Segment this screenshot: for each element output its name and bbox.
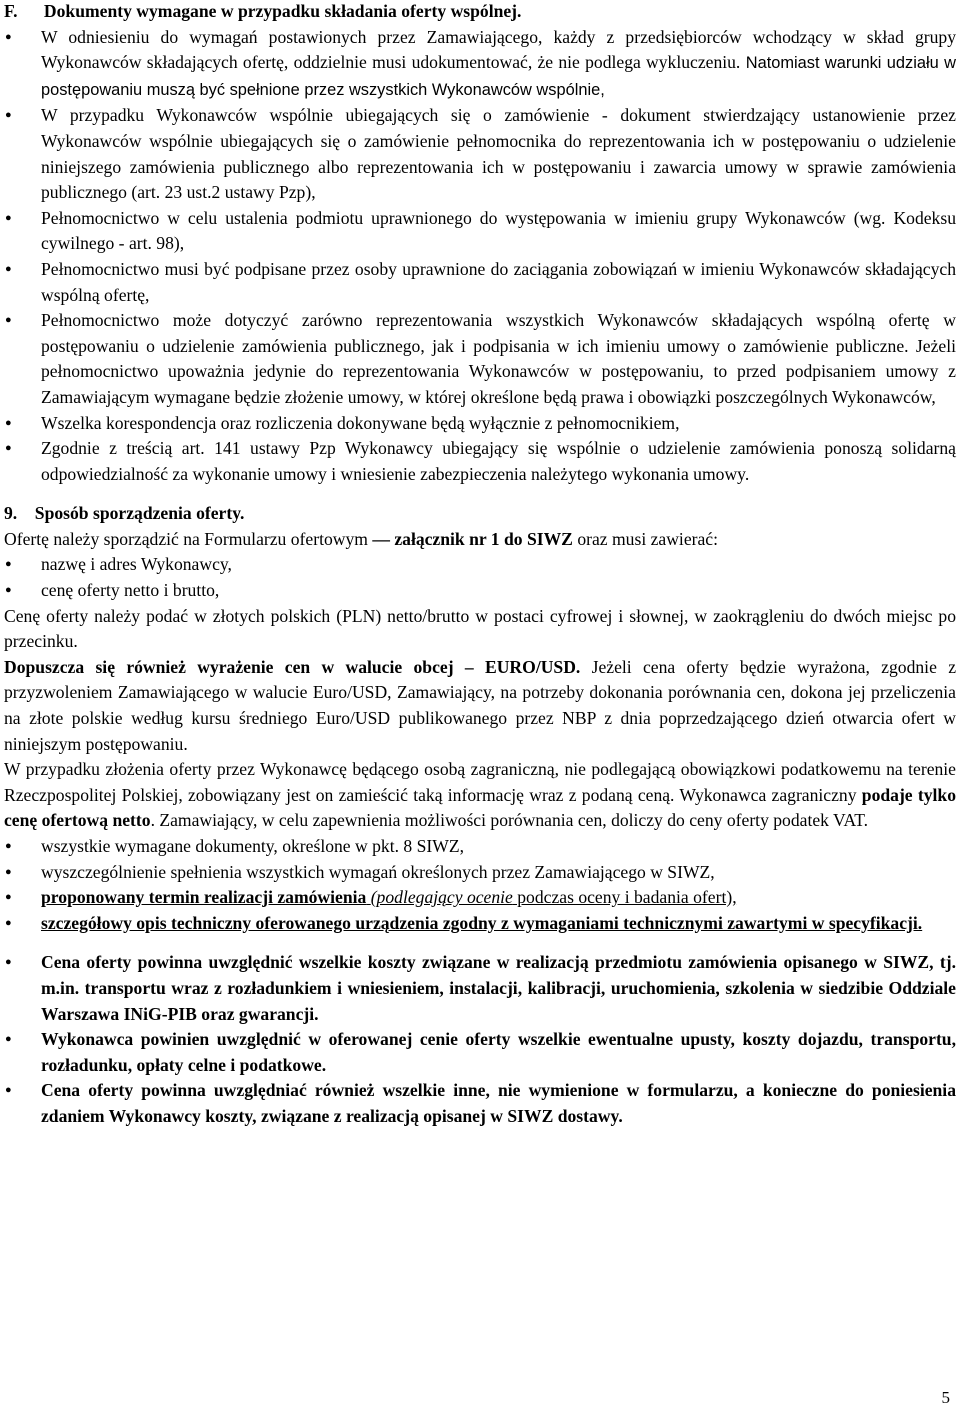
list-item: ● Pełnomocnictwo może dotyczyć zarówno reprezentowania wszystkich Wykonawców składających wspólną ofertę w postępowaniu o udzielenie zamówienia publicznego, jak i podpisania w ich imieniu umowy o zamówienie publiczne. Jeżeli pełnomocnictwo upoważnia jedynie do reprezentowania Wykonawców w postępowaniu, to przed podpisaniem umowy z Zamawiającym wymagane będzie złożenie umowy, w której określone będą prawa i obowiązki poszczególnych Wykonawców, (4, 308, 956, 410)
list-item (4, 25, 956, 104)
offer-contents-list (4, 552, 956, 603)
page-number: 5 (941, 1388, 950, 1407)
document-page (4, 0, 956, 1130)
list-item-text: W odniesieniu do wymagań postawionych przez Zamawiającego, każdy z przedsiębiorców wchodzący w skład grupy Wykonawców składających ofertę, oddzielnie musi udokumentować, że nie podlega wykluczeniu. (41, 26, 956, 73)
term-text: podczas oceny i badania ofert), (512, 887, 737, 908)
offer-requirements-list (4, 834, 956, 936)
list-item: ● Zgodnie z treścią art. 141 ustawy Pzp Wykonawcy ubiegający się wspólnie o udzielenie zamówienia ponoszą solidarną odpowiedzialność za wykonanie umowy i wniesienie zabezpieczenia należytego wykonania umowy. (4, 436, 956, 487)
foreign-contractor-paragraph (4, 757, 956, 834)
currency-paragraph (4, 655, 956, 757)
list-item: ● Pełnomocnictwo musi być podpisane przez osoby uprawnione do zaciągania zobowiązań w imieniu Wykonawców składających wspólną ofertę, (4, 257, 956, 308)
list-item: ● Cena oferty powinna uwzględnić wszelkie koszty związane w realizacją przedmiotu zamówienia opisanego w SIWZ, tj. m.in. transportu wraz z rozładunkiem i wniesieniem, instalacji, kalibracji, uruchomienia, szkolenia w siedzibie Oddziale Warszawa INiG-PIB oraz gwarancji. (4, 950, 956, 1027)
list-item: ● szczegółowy opis techniczny oferowanego urządzenia zgodny z wymaganiami technicznymi zawartymi w specyfikacji. (4, 911, 956, 937)
list-item: ● nazwę i adres Wykonawcy, (4, 552, 956, 578)
term-bold-text: proponowany termin realizacji zamówienia (41, 887, 367, 908)
section-f-list (4, 25, 956, 488)
list-item: ● Wszelka korespondencja oraz rozliczenia dokonywane będą wyłącznie z pełnomocnikiem, (4, 411, 956, 437)
currency-text: Jeżeli cena oferty będzie wyrażona, zgodnie z przyzwoleniem Zamawiającego w walucie Euro/USD, Zamawiający, na potrzeby dokonania porównania cen, dokona jej przeliczenia na złote polskie według kursu średniego Euro/USD publikowanego przez NBP z dnia poprzedzającego dzień otwarcia ofert w niniejszym postępowaniu. (4, 656, 957, 754)
list-item: ● W przypadku Wykonawców wspólnie ubiegających się o zamówienie - dokument stwierdzający ustanowienie przez Wykonawców wspólnie ubiegających się o zamówienie pełnomocnika do reprezentowania ich w postępowaniu o udzielenie niniejszego zamówienia publicznego albo reprezentowania ich w postępowaniu i zawarcia umowy w sprawie zamówienia publicznego (art. 23 ust.2 ustawy Pzp), (4, 103, 956, 205)
list-item: ● wszystkie wymagane dokumenty, określone w pkt. 8 SIWZ, (4, 834, 956, 860)
list-item-text: Natomiast warunki udziału w postępowaniu muszą być spełnione przez wszystkich Wykonawców wspólnie, (41, 54, 956, 99)
offer-intro-text: oraz musi zawierać: (572, 528, 718, 549)
list-item: ● wyszczególnienie spełnienia wszystkich wymagań określonych przez Zamawiającego w SIWZ, (4, 860, 956, 886)
net-price-bold-text: podaje tylko cenę ofertową netto (4, 784, 956, 831)
currency-bold-text: Dopuszcza się również wyrażenie cen w walucie obcej – EURO/USD. (4, 656, 581, 677)
attachment-reference: — załącznik nr 1 do SIWZ (372, 528, 573, 549)
term-italic-text: (podlegający ocenie (370, 887, 513, 908)
spacer (4, 936, 956, 950)
foreign-text: W przypadku złożenia oferty przez Wykonawcę będącego osobą zagraniczną, nie podlegającą obowiązkowi podatkowemu na terenie Rzeczpospolitej Polskiej, zobowiązany jest on zamieścić taką informację wraz z podaną ceną. Wykonawca zagraniczny (4, 759, 956, 805)
list-item: ● cenę oferty netto i brutto, (4, 578, 956, 604)
section-f-heading: F. Dokumenty wymagane w przypadku składania oferty wspólnej. (4, 1, 522, 21)
cost-notes-list (4, 950, 956, 1129)
list-item: ● Pełnomocnictwo w celu ustalenia podmiotu uprawnionego do występowania w imieniu grupy Wykonawców (wg. Kodeksu cywilnego - art. 98), (4, 206, 956, 257)
foreign-text: . Zamawiający, w celu zapewnienia możliwości porównania cen, doliczy do ceny oferty podatek VAT. (150, 810, 869, 831)
list-item: ● Cena oferty powinna uwzględniać również wszelkie inne, nie wymienione w formularzu, a konieczne do poniesienia zdaniem Wykonawcy koszty, związane z realizacją opisanej w SIWZ dostawy. (4, 1078, 956, 1129)
offer-intro-text: Ofertę należy sporządzić na Formularzu ofertowym (4, 528, 373, 549)
list-item: ● Wykonawca powinien uwzględnić w oferowanej cenie oferty wszelkie ewentualne upusty, koszty dojazdu, transportu, rozładunku, opłaty celne i podatkowe. (4, 1027, 956, 1078)
section-9-heading: 9. Sposób sporządzenia oferty. (4, 503, 245, 524)
price-paragraph: Cenę oferty należy podać w złotych polskich (PLN) netto/brutto w postaci cyfrowej i słownej, w zaokrągleniu do dwóch miejsc po przecinku. (4, 605, 956, 652)
list-item (4, 885, 956, 911)
offer-intro (4, 527, 956, 553)
